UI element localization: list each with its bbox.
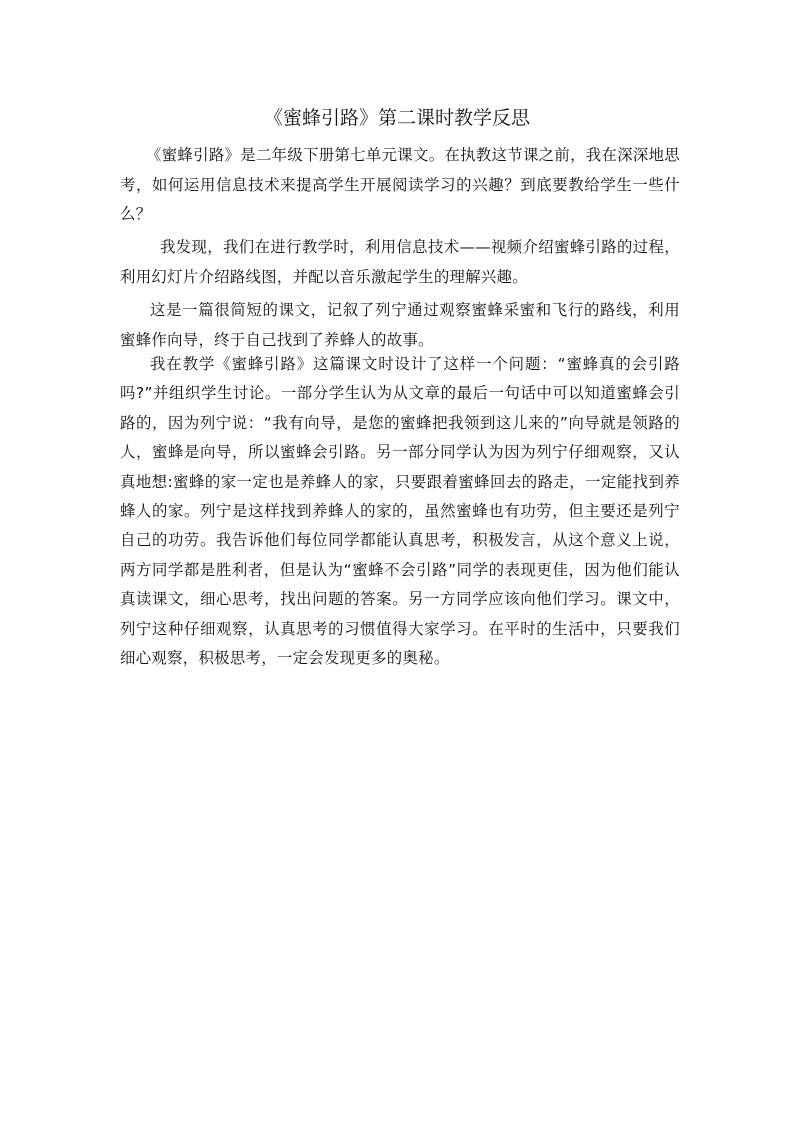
paragraph-discovery: 我发现，我们在进行教学时，利用信息技术——视频介绍蜜蜂引路的过程，利用幻灯片介绍路线图，并配以音乐激起学生的理解兴趣。 [120, 238, 680, 286]
paragraph-intro: 《蜜蜂引路》是二年级下册第七单元课文。在执教这节课之前，我在深深地思考，如何运用信息技术来提高学生开展阅读学习的兴趣？到底要教给学生一些什么？ [120, 146, 680, 223]
paragraph-reflection: 我在教学《蜜蜂引路》这篇课文时设计了这样一个问题：“蜜蜂真的会引路吗?”并组织学生讨论。一部分学生认为从文章的最后一句话中可以知道蜜蜂会引路的，因为列宁说：“我有向导，是您的蜜蜂把我领到这儿来的”向导就是领路的人，蜜蜂是向导，所以蜜蜂会引路。另一部分同学认为因为列宁仔细观察，又认真地想:蜜蜂的家一定也是养蜂人的家，只要跟着蜜蜂回去的路走，一定能找到养蜂人的家。列宁是这样找到养蜂人的家的，虽然蜜蜂也有功劳，但主要还是列宁自己的功劳。我告诉他们每位同学都能认真思考，积极发言，从这个意义上说，两方同学都是胜利者，但是认为“蜜蜂不会引路”同学的表现更佳，因为他们能认真读课文，细心思考，找出问题的答案。另一方同学应该向他们学习。课文中，列宁这种仔细观察，认真思考的习惯值得大家学习。在平时的生活中，只要我们细心观察，积极思考，一定会发现更多的奥秘。 [120, 355, 680, 668]
paragraph-summary: 这是一篇很简短的课文，记叙了列宁通过观察蜜蜂采蜜和飞行的路线，利用蜜蜂作向导，终于自己找到了养蜂人的故事。 [120, 301, 680, 349]
page-title: 《蜜蜂引路》第二课时教学反思 [263, 107, 530, 129]
